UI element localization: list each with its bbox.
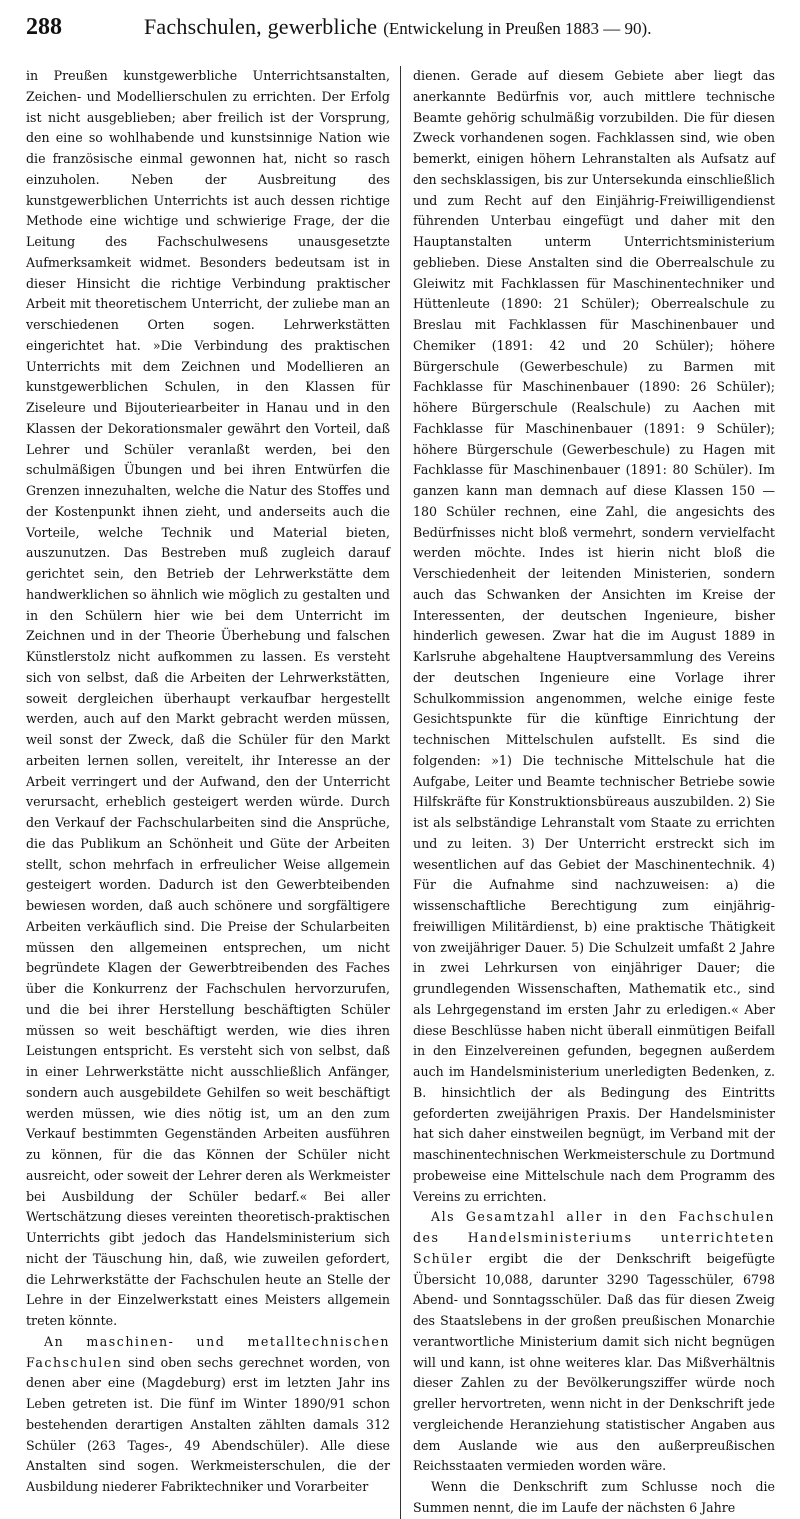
paragraph-text: sind oben sechs gerechnet worden, von denen aber eine (Magdeburg) erst im letzten Jahr ins Leben getreten ist. Die fünf im Winter 1890/91 schon bestehenden derartigen Anstalten zählten damals 312 Schüler (263 Tages-, 49 Abendschüler). Alle diese Anstalten sind sogen. Werkmeisterschulen, die der Ausbildung niederer Fabriktechniker und Vorarbeiter: [26, 1354, 390, 1494]
paragraph: dienen. Gerade auf diesem Gebiete aber liegt das anerkannte Bedürfnis vor, auch mittlere technische Beamte gehörig schulmäßig vorzubilden. Die für diesen Zweck vorhandenen sogen. Fachklassen sind, wie oben bemerkt, einigen höhern Lehranstalten als Aufsatz auf den sechsklassigen, bis zur Untersekunda einschließlich und zum Recht auf den Einjährig-Freiwilligendienst führenden Unterbau eingefügt und daher mit den Hauptanstalten unterm Unterrichtsministerium geblieben. Diese Anstalten sind die Oberrealschule zu Gleiwitz mit Fachklassen für Maschinentechniker und Hüttenleute (1890: 21 Schüler); Oberrealschule zu Breslau mit Fachklassen für Maschinenbauer und Chemiker (1891: 42 und 20 Schüler); höhere Bürgerschule (Gewerbeschule) zu Barmen mit Fachklasse für Maschinenbauer (1890: 26 Schüler); höhere Bürgerschule (Realschule) zu Aachen mit Fachklasse für Maschinenbauer (1891: 9 Schüler); höhere Bürgerschule (Gewerbeschule) zu Hagen mit Fachklasse für Maschinenbauer (1891: 80 Schüler). Im ganzen kann man demnach auf diese Klassen 150 — 180 Schüler rechnen, eine Zahl, die angesichts des Bedürfnisses nicht bloß vermehrt, sondern vervielfacht werden möchte. Indes ist hierin nicht bloß die Verschiedenheit der leitenden Ministerien, sondern auch das Schwanken der Ansichten im Kreise der Interessenten, der deutschen Ingenieure, bisher hinderlich gewesen. Zwar hat die im August 1889 in Karlsruhe abgehaltene Hauptversammlung des Vereins der deutschen Ingenieure eine Vorlage ihrer Schulkommission angenommen, welche einige feste Gesichtspunkte für die künftige Einrichtung der technischen Mittelschulen aufstellt. Es sind die folgenden: »1) Die technische Mittelschule hat die Aufgabe, Leiter und Beamte technischer Betriebe sowie Hilfskräfte für Konstruktionsbüreaus auszubilden. 2) Sie ist als selbständige Lehranstalt vom Staate zu errichten und zu leiten. 3) Der Unterricht erstreckt sich im wesentlichen auf das Gebiet der Maschinentechnik. 4) Für die Aufnahme sind nachzuweisen: a) die wissenschaftliche Berechtigung zum einjährig-freiwilligen Militärdienst, b) eine praktische Thätigkeit von zweijähriger Dauer. 5) Die Schulzeit umfaßt 2 Jahre in zwei Lehrkursen von einjähriger Dauer; die grundlegenden Wissenschaften, Mathematik etc., sind als Lehrgegenstand im ersten Jahr zu erledigen.« Aber diese Beschlüsse haben nicht überall einmütigen Beifall in den Einzelvereinen gefunden, begegnen außerdem auch im Handelsministerium unerledigten Bedenken, z. B. hinsichtlich der als Bedingung des Eintritts geforderten zweijährigen Praxis. Der Handelsminister hat sich daher einstweilen begnügt, im Verband mit der maschinentechnischen Werkmeisterschule zu Dortmund probeweise eine Mittelschule nach dem Programm des Vereins zu errichten.: [413, 68, 775, 1204]
text-columns: [26, 66, 778, 1519]
paragraph: in Preußen kunstgewerbliche Unterrichtsanstalten, Zeichen- und Modellierschulen zu errichten. Der Erfolg ist nicht ausgeblieben; aber freilich ist der Vorsprung, den eine so wohlhabende und kunstsinnige Nation wie die französische einmal gewonnen hat, nicht so rasch einzuholen. Neben der Ausbreitung des kunstgewerblichen Unterrichts ist auch dessen richtige Methode eine wichtige und schwierige Frage, der die Leitung des Fachschulwesens unausgesetzte Aufmerksamkeit widmet. Besonders bedeutsam ist in dieser Hinsicht die richtige Verbindung praktischer Arbeit mit theoretischem Unterricht, der zuliebe man an verschiedenen Orten sogen. Lehrwerkstätten eingerichtet hat. »Die Verbindung des praktischen Unterrichts mit dem Zeichnen und Modellieren an kunstgewerblichen Schulen, in den Klassen für Ziseleure und Bijouteriearbeiter in Hanau und in den Klassen der Dekorationsmaler gewährt den Vorteil, daß Lehrer und Schüler veranlaßt werden, bei den schulmäßigen Übungen und bei ihren Entwürfen die Grenzen innezuhalten, welche die Natur des Stoffes und der Kostenpunkt ihnen zieht, und anderseits auch die Vorteile, welche Technik und Material bieten, auszunutzen. Das Bestreben muß zugleich darauf gerichtet sein, den Betrieb der Lehrwerkstätte dem handwerklichen so ähnlich wie möglich zu gestalten und in den Schülern hier wie bei dem Unterricht im Zeichnen und in der Theorie Überhebung und falschen Künstlerstolz nicht aufkommen zu lassen. Es versteht sich von selbst, daß die Arbeiten der Lehrwerkstätten, soweit dergleichen überhaupt verkaufbar hergestellt werden, auch auf den Markt gebracht werden müssen, weil sonst der Zweck, daß die Schüler für den Markt arbeiten lernen sollen, vereitelt, ihr Interesse an der Arbeit verringert und der Aufwand, den der Unterricht verursacht, erheblich gesteigert werden würde. Durch den Verkauf der Fachschularbeiten sind die Ansprüche, die das Publikum an Schönheit und Güte der Arbeiten stellt, schon mehrfach in erfreulicher Weise allgemein gesteigert worden. Dadurch ist den Gewerbteibenden bewiesen worden, daß auch schönere und sorgfältigere Arbeiten verkäuflich sind. Die Preise der Schularbeiten müssen den allgemeinen entsprechen, um nicht begründete Klagen der Gewerbtreibenden des Faches über die Konkurrenz der Fachschulen hervorzurufen, und die bei ihrer Herstellung beschäftigten Schüler müssen so weit beschäftigt werden, wie dies ihren Leistungen entspricht. Es versteht sich von selbst, daß in einer Lehrwerkstätte nicht ausschließlich Anfänger, sondern auch ausgebildete Gehilfen so weit beschäftigt werden müssen, wie dies nötig ist, um an den zum Verkauf bestimmten Gegenständen Arbeiten ausführen zu können, für die das Können der Schüler nicht ausreicht, oder soweit der Lehrer deren als Werkmeister bei Ausbildung der Schüler bedarf.« Bei aller Wertschätzung dieses vereinten theoretisch-praktischen Unterrichts gibt jedoch das Handelsministerium sich nicht der Täuschung hin, daß, wie zuweilen gefordert, die Lehrwerkstätte der Fachschulen heute an Stelle der Lehre in der Einzelwerkstatt eines Meisters allgemein treten könnte.: [26, 68, 390, 1328]
right-column: [403, 66, 775, 1519]
paragraph-text: ergibt die der Denkschrift beigefügte Übersicht 10,088, darunter 3290 Tagesschüler, 6798 Abend- und Sonntagsschüler. Daß das für diesen Zweig des Staatslebens in der großen preußischen Monarchie verantwortliche Ministerium damit sich nicht begnügen will und kann, ist ohne weiteres klar. Das Mißverhältnis dieser Zahlen zu der Bevölkerungsziffer würde noch greller hervortreten, wenn nicht in der Denkschrift jede vergleichende Heranziehung statistischer Angaben aus dem Auslande wie aus den außerpreußischen Reichsstaaten vermieden worden wäre.: [413, 1250, 775, 1474]
page-number: 288: [26, 14, 62, 40]
emphasis-lead: An maschinen- und metalltechnischen Fachschulen: [26, 1333, 390, 1370]
column-divider: [400, 66, 401, 1519]
left-column: [26, 66, 398, 1519]
page-header: [26, 14, 778, 58]
paragraph: Wenn die Denkschrift zum Schlusse noch die Summen nennt, die im Laufe der nächsten 6 Jahre: [413, 1479, 775, 1515]
running-title: Fachschulen, gewerbliche: [144, 14, 378, 39]
paragraph: [26, 1332, 390, 1498]
emphasis-lead: Als Gesamtzahl aller in den Fachschulen des Handelsministeriums unterrichteten Schüler: [413, 1209, 775, 1266]
running-subtitle: (Entwickelung in Preußen 1883 — 90).: [383, 19, 652, 38]
paragraph: [413, 1207, 775, 1477]
